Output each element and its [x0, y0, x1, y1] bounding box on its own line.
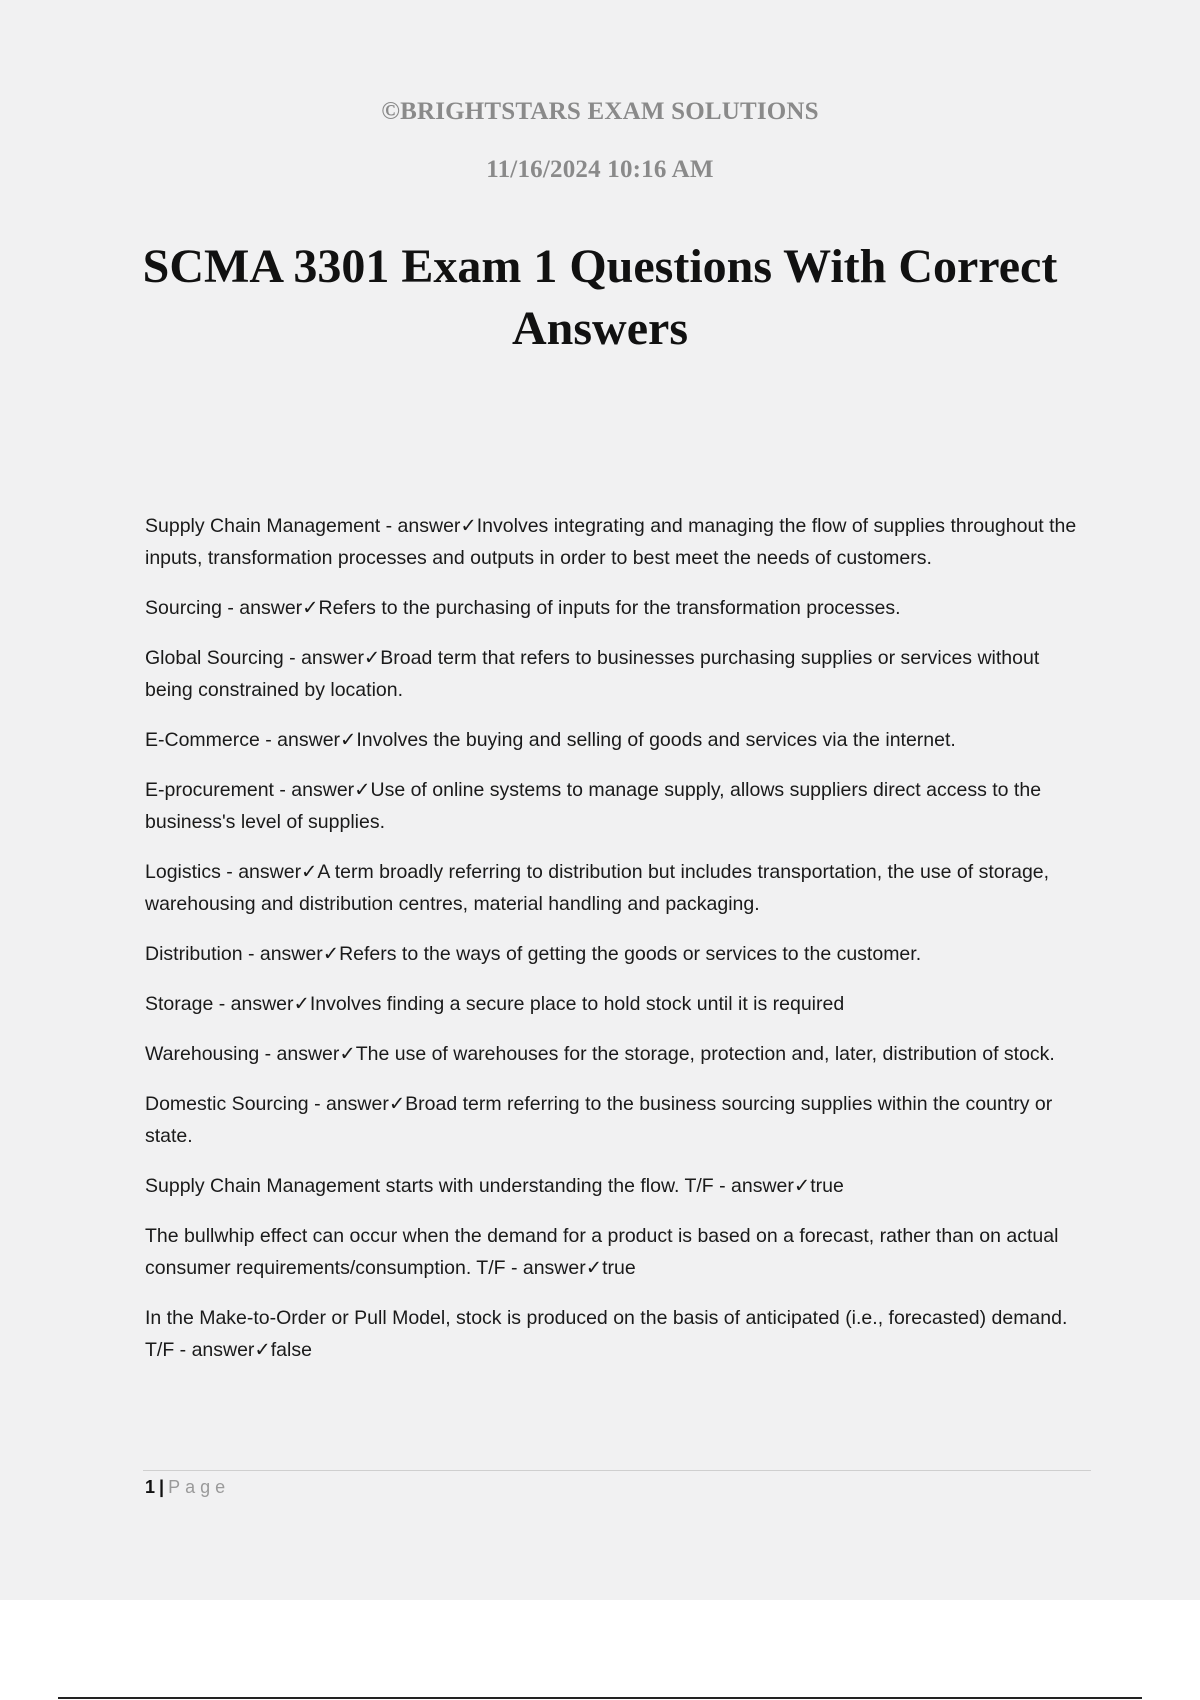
qa-entry: Supply Chain Management - answer✓Involves integrating and managing the flow of supplies throughout the inputs, transformation processes and outputs in order to best meet the needs of customers.: [145, 515, 1077, 569]
qa-entry: The bullwhip effect can occur when the demand for a product is based on a forecast, rather than on actual consumer requirements/consumption. T/F - answer✓true: [145, 1225, 1059, 1279]
qa-entry: Storage - answer✓Involves finding a secure place to hold stock until it is required: [145, 993, 845, 1015]
footer-divider: [143, 1470, 1091, 1471]
qa-entry: Domestic Sourcing - answer✓Broad term referring to the business sourcing supplies within the country or state.: [145, 1093, 1053, 1147]
qa-entry: In the Make-to-Order or Pull Model, stock is produced on the basis of anticipated (i.e., forecasted) demand. T/F - answer✓false: [145, 1307, 1068, 1361]
qa-entry: E-procurement - answer✓Use of online systems to manage supply, allows suppliers direct access to the business's level of supplies.: [145, 779, 1042, 833]
page-number: 1: [145, 1477, 156, 1497]
bottom-divider: [58, 1697, 1142, 1699]
page-label: Page: [168, 1477, 231, 1497]
page-footer: [145, 1475, 230, 1499]
qa-entry: Distribution - answer✓Refers to the ways of getting the goods or services to the customer.: [145, 943, 922, 965]
qa-entry: Sourcing - answer✓Refers to the purchasing of inputs for the transformation processes.: [145, 597, 901, 619]
qa-entry: Supply Chain Management starts with understanding the flow. T/F - answer✓true: [145, 1175, 844, 1197]
qa-entry: Logistics - answer✓A term broadly referring to distribution but includes transportation, the use of storage, warehousing and distribution centres, material handling and packaging.: [145, 861, 1050, 915]
datetime-header: 11/16/2024 10:16 AM: [486, 156, 714, 183]
document-title: SCMA 3301 Exam 1 Questions With Correct Answers: [142, 240, 1058, 355]
copyright-header: ©BRIGHTSTARS EXAM SOLUTIONS: [381, 98, 819, 125]
qa-entry: Warehousing - answer✓The use of warehouses for the storage, protection and, later, distribution of stock.: [145, 1043, 1055, 1065]
qa-entry: Global Sourcing - answer✓Broad term that refers to businesses purchasing supplies or services without being constrained by location.: [145, 647, 1040, 701]
qa-list: [145, 510, 1090, 1384]
qa-entry: E-Commerce - answer✓Involves the buying and selling of goods and services via the internet.: [145, 729, 956, 751]
footer-separator: |: [159, 1477, 165, 1497]
